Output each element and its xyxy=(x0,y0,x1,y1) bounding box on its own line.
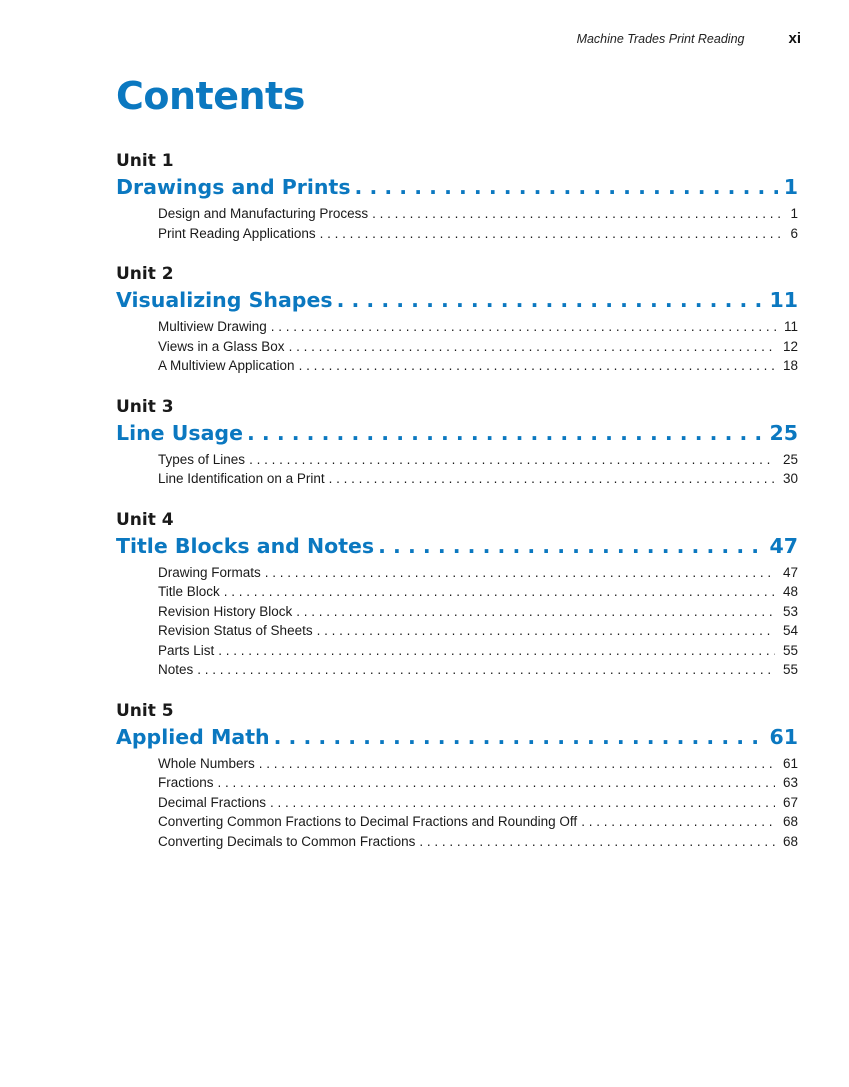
section-entry[interactable] xyxy=(158,621,798,641)
section-title: Decimal Fractions xyxy=(158,794,267,810)
page-title: Contents xyxy=(116,74,305,118)
section-title: Fractions xyxy=(158,775,214,790)
unit-5 xyxy=(116,700,798,852)
section-list xyxy=(158,754,798,852)
section-title: Types of Lines xyxy=(158,451,246,467)
page-number: xi xyxy=(788,30,801,47)
section-entry[interactable] xyxy=(158,450,798,470)
section-page-number: 53 xyxy=(782,603,798,619)
section-entry[interactable] xyxy=(158,582,798,602)
section-page-number: 48 xyxy=(782,584,798,599)
section-entry[interactable] xyxy=(158,602,798,622)
section-page-number: 47 xyxy=(782,564,798,580)
unit-title: Applied Math xyxy=(116,724,270,749)
section-entry[interactable] xyxy=(158,224,798,244)
section-page-number: 67 xyxy=(782,794,798,810)
section-page-number: 12 xyxy=(782,338,798,354)
unit-2 xyxy=(116,263,798,376)
section-title: Whole Numbers xyxy=(158,755,255,771)
section-entry[interactable] xyxy=(158,337,798,357)
unit-label: Unit 3 xyxy=(116,396,174,417)
dot-leader xyxy=(368,204,782,224)
unit-page-number: 1 xyxy=(783,175,798,199)
section-page-number: 55 xyxy=(782,662,798,677)
unit-title: Drawings and Prints xyxy=(116,175,351,199)
section-entry[interactable] xyxy=(158,793,798,813)
section-page-number: 25 xyxy=(782,451,798,467)
unit-4 xyxy=(116,509,798,680)
section-list xyxy=(158,563,798,680)
section-title: Views in a Glass Box xyxy=(158,338,285,354)
section-entry[interactable] xyxy=(158,754,798,774)
unit-page-number: 25 xyxy=(769,420,798,445)
dot-leader xyxy=(214,641,775,661)
dot-leader xyxy=(351,172,778,202)
section-entry[interactable] xyxy=(158,317,798,337)
dot-leader xyxy=(333,285,764,315)
section-title: Converting Decimals to Common Fractions xyxy=(158,833,416,849)
unit-page-number: 61 xyxy=(769,724,798,749)
section-title: Parts List xyxy=(158,642,215,658)
dot-leader xyxy=(374,531,763,561)
dot-leader xyxy=(255,754,775,774)
section-title: Design and Manufacturing Process xyxy=(158,206,369,221)
section-title: Revision History Block xyxy=(158,603,293,619)
section-page-number: 61 xyxy=(782,755,798,771)
unit-3 xyxy=(116,396,798,489)
dot-leader xyxy=(313,621,775,641)
dot-leader xyxy=(193,660,775,680)
section-page-number: 54 xyxy=(782,623,798,638)
unit-title: Line Usage xyxy=(116,420,243,445)
dot-leader xyxy=(577,812,775,832)
unit-heading[interactable] xyxy=(116,172,798,202)
unit-label: Unit 1 xyxy=(116,151,174,171)
section-page-number: 30 xyxy=(782,471,798,486)
section-page-number: 63 xyxy=(782,775,798,790)
section-entry[interactable] xyxy=(158,812,798,832)
section-entry[interactable] xyxy=(158,660,798,680)
unit-title: Visualizing Shapes xyxy=(116,288,333,312)
section-entry[interactable] xyxy=(158,204,798,224)
dot-leader xyxy=(325,469,775,489)
unit-title: Title Blocks and Notes xyxy=(116,533,375,558)
section-title: Line Identification on a Print xyxy=(158,471,325,486)
section-title: Converting Common Fractions to Decimal Fractions and Rounding Off xyxy=(158,814,578,829)
unit-heading[interactable] xyxy=(116,418,798,448)
unit-page-number: 11 xyxy=(769,288,798,312)
dot-leader xyxy=(285,337,775,357)
dot-leader xyxy=(243,418,763,448)
section-list xyxy=(158,450,798,489)
section-page-number: 68 xyxy=(782,814,798,829)
dot-leader xyxy=(266,793,775,813)
section-title: Print Reading Applications xyxy=(158,225,316,241)
unit-heading[interactable] xyxy=(116,285,798,315)
section-page-number: 11 xyxy=(783,319,798,334)
dot-leader xyxy=(261,563,775,583)
unit-heading[interactable] xyxy=(116,722,798,752)
section-entry[interactable] xyxy=(158,832,798,852)
dot-leader xyxy=(295,356,775,376)
section-page-number: 68 xyxy=(782,833,798,849)
unit-page-number: 47 xyxy=(769,533,798,558)
unit-label: Unit 4 xyxy=(116,509,174,530)
section-title: A Multiview Application xyxy=(158,358,295,373)
unit-label: Unit 2 xyxy=(116,264,174,284)
section-page-number: 1 xyxy=(790,206,798,221)
section-list xyxy=(158,204,798,243)
unit-heading[interactable] xyxy=(116,531,798,561)
section-title: Revision Status of Sheets xyxy=(158,623,313,638)
section-page-number: 6 xyxy=(790,225,798,241)
book-title: Machine Trades Print Reading xyxy=(576,32,745,46)
section-title: Multiview Drawing xyxy=(158,319,267,334)
dot-leader xyxy=(245,450,775,470)
section-page-number: 18 xyxy=(782,358,798,373)
section-title: Drawing Formats xyxy=(158,564,261,580)
dot-leader xyxy=(270,722,764,752)
dot-leader xyxy=(415,832,775,852)
unit-1 xyxy=(116,150,798,243)
section-page-number: 55 xyxy=(782,642,798,658)
dot-leader xyxy=(214,773,775,793)
section-title: Notes xyxy=(158,662,194,677)
section-entry[interactable] xyxy=(158,469,798,489)
table-of-contents xyxy=(116,150,798,871)
section-entry[interactable] xyxy=(158,641,798,661)
section-entry[interactable] xyxy=(158,356,798,376)
section-entry[interactable] xyxy=(158,773,798,793)
dot-leader xyxy=(220,582,775,602)
section-entry[interactable] xyxy=(158,563,798,583)
dot-leader xyxy=(292,602,775,622)
dot-leader xyxy=(267,317,776,337)
dot-leader xyxy=(316,224,783,244)
unit-label: Unit 5 xyxy=(116,700,174,721)
running-head xyxy=(577,30,801,47)
section-title: Title Block xyxy=(158,584,220,599)
section-list xyxy=(158,317,798,376)
